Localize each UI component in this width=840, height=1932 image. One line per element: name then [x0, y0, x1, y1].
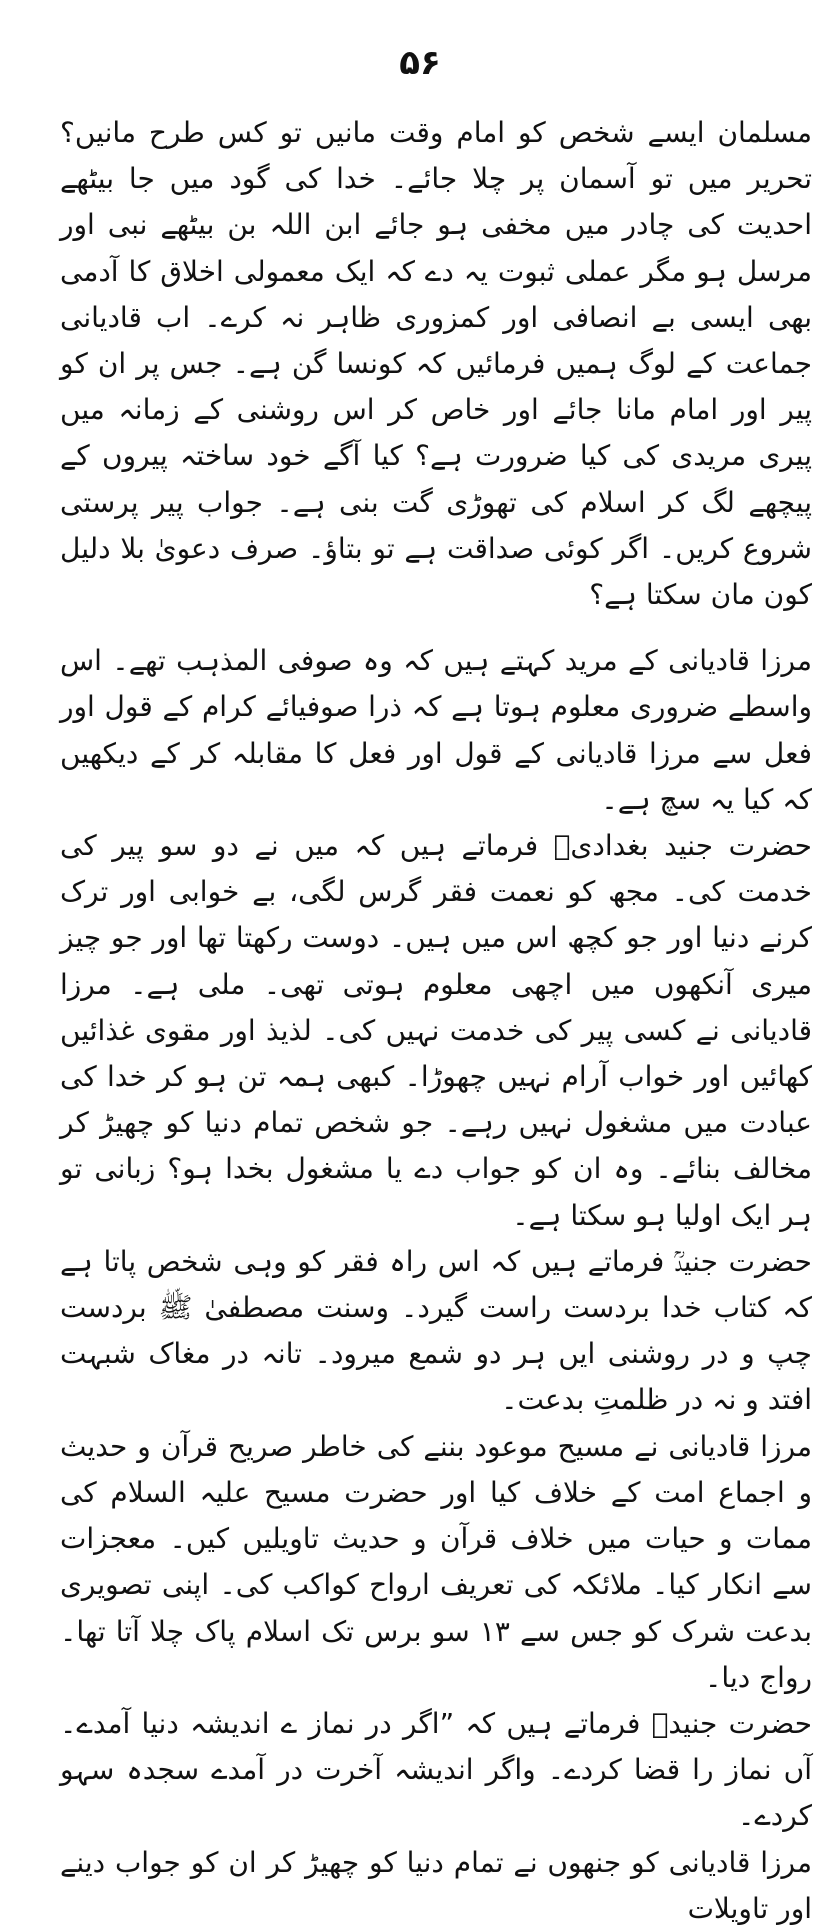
paragraph-7: مرزا قادیانی کو جنھوں نے تمام دنیا کو چھیڑ کر ان کو جواب دینے اور تاویلات [60, 1845, 812, 1925]
page-number: ۵۶ [399, 43, 441, 83]
paragraph-6: حضرت جنیدؒ فرماتے ہیں کہ ”اگر در نماز ے اندیشہ دنیا آمدے۔ آں نماز را قضا کردے۔ واگر اندیشہ آخرت در آمدے سجدہ سہو کردے۔ [60, 1706, 812, 1833]
paragraph-3: حضرت جنید بغدادیؒ فرماتے ہیں کہ میں نے دو سو پیر کی خدمت کی۔ مجھ کو نعمت فقر گرس لگی، بے خوابی اور ترک کرنے دنیا اور جو کچھ اس میں ہیں۔ دوست رکھتا تھا اور جو چیز میری آنکھوں میں اچھی معلوم ہوتی تھی۔ ملی ہے۔ مرزا قادیانی نے کسی پیر کی خدمت نہیں کی۔ لذیذ اور مقوی غذائیں کھائیں اور خواب آرام نہیں چھوڑا۔ کبھی ہمہ تن ہو کر خدا کی عبادت میں مشغول نہیں رہے۔ جو شخص تمام دنیا کو چھیڑ کر مخالف بنائے۔ وہ ان کو جواب دے یا مشغول بخدا ہو؟ زبانی تو ہر ایک اولیا ہو سکتا ہے۔ [60, 829, 812, 1232]
body-text [60, 110, 812, 1932]
paragraph-1: مسلمان ایسے شخص کو امام وقت مانیں تو کس طرح مانیں؟ تحریر میں تو آسمان پر چلا جائے۔ خدا کی گود میں جا بیٹھے احدیت کی چادر میں مخفی ہو جائے ابن اللہ بن بیٹھے نبی اور مرسل ہو مگر عملی ثبوت یہ دے کہ ایک معمولی اخلاق کا آدمی بھی ایسی بے انصافی اور کمزوری ظاہر نہ کرے۔ اب قادیانی جماعت کے لوگ ہمیں فرمائیں کہ کونسا گن ہے۔ جس پر ان کو پیر اور امام مانا جائے اور خاص کر اس روشنی کے زمانہ میں پیری مریدی کی کیا ضرورت ہے؟ کیا آگے خود ساختہ پیروں کے پیچھے لگ کر اسلام کی تھوڑی گت بنی ہے۔ جواب پیر پرستی شروع کریں۔ اگر کوئی صداقت ہے تو بتاؤ۔ صرف دعویٰ بلا دلیل کون مان سکتا ہے؟ [60, 116, 812, 612]
paragraph-2: مرزا قادیانی کے مرید کہتے ہیں کہ وہ صوفی المذہب تھے۔ اس واسطے ضروری معلوم ہوتا ہے کہ ذرا صوفیائے کرام کے قول اور فعل سے مرزا قادیانی کے قول اور فعل کا مقابلہ کر کے دیکھیں کہ کیا یہ سچ ہے۔ [60, 644, 812, 816]
paragraph-4: حضرت جنیدؒ فرماتے ہیں کہ اس راہ فقر کو وہی شخص پاتا ہے کہ کتاب خدا بردست راست گیرد۔ وسنت مصطفیٰ ﷺ بردست چپ و در روشنی ایں ہر دو شمع میرود۔ تانہ در مغاک شبہت افتد و نہ در ظلمتِ بدعت۔ [60, 1244, 812, 1417]
paragraph-5: مرزا قادیانی نے مسیح موعود بننے کی خاطر صریح قرآن و حدیث و اجماع امت کے خلاف کیا اور حضرت مسیح علیہ السلام کی ممات و حیات میں خلاف قرآن و حدیث تاویلیں کیں۔ معجزات سے انکار کیا۔ ملائکہ کی تعریف ارواح کواکب کی۔ اپنی تصویری بدعت شرک کو جس سے ۱۳ سو برس تک اسلام پاک چلا آتا تھا۔ رواج دیا۔ [60, 1429, 812, 1694]
